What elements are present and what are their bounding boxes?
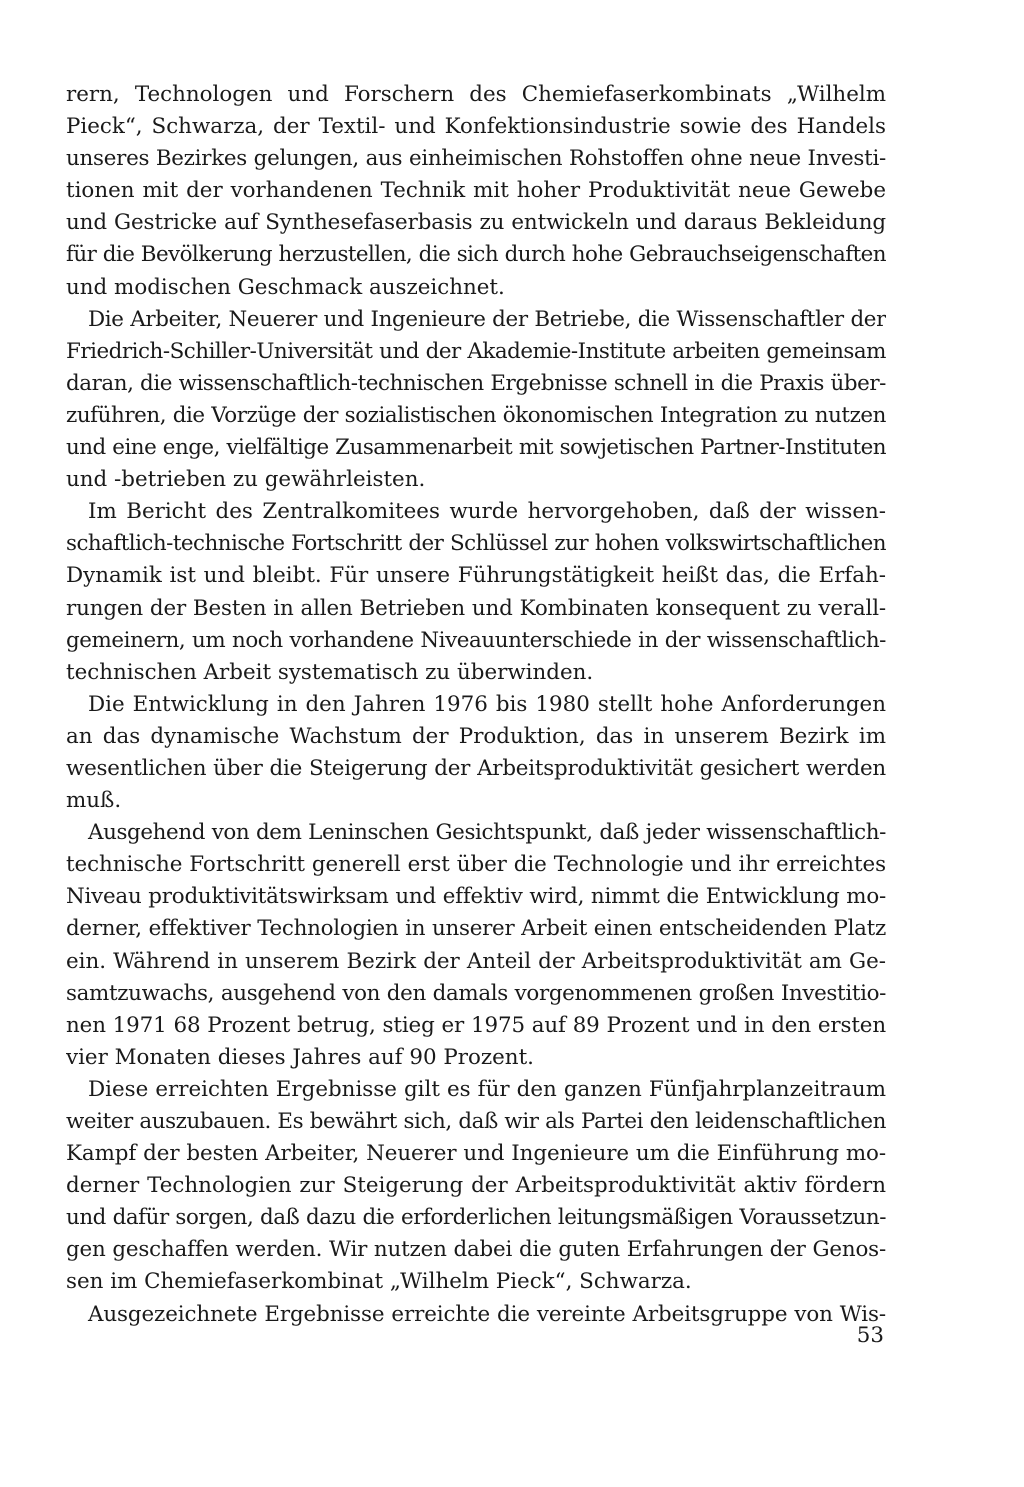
text-line: derner Technologien zur Steigerung der Arbeitsproduktivität aktiv fördern bbox=[66, 1173, 886, 1199]
text-line: und dafür sorgen, daß dazu die erforderlichen leitungsmäßigen Voraussetzun- bbox=[66, 1205, 886, 1231]
body-text bbox=[66, 79, 886, 1331]
paragraph bbox=[66, 79, 886, 304]
text-line: und modischen Geschmack auszeichnet. bbox=[66, 274, 505, 300]
text-line: gen geschaffen werden. Wir nutzen dabei die guten Erfahrungen der Genos- bbox=[66, 1237, 886, 1263]
text-line: Niveau produktivitätswirksam und effektiv wird, nimmt die Entwicklung mo- bbox=[66, 884, 886, 910]
text-line: daran, die wissenschaftlich-technischen Ergebnisse schnell in die Praxis über- bbox=[66, 370, 886, 396]
text-line: und eine enge, vielfältige Zusammenarbeit mit sowjetischen Partner-Instituten bbox=[66, 435, 886, 461]
paragraph bbox=[66, 1074, 886, 1299]
text-line: wesentlichen über die Steigerung der Arbeitsproduktivität gesichert werden bbox=[66, 755, 886, 781]
text-line: Kampf der besten Arbeiter, Neuerer und Ingenieure um die Einführung mo- bbox=[66, 1141, 886, 1167]
paragraph bbox=[66, 304, 886, 497]
paragraph bbox=[66, 496, 886, 689]
page-number: 53 bbox=[856, 1323, 884, 1348]
text-line: Ausgehend von dem Leninschen Gesichtspunkt, daß jeder wissenschaftlich- bbox=[88, 820, 886, 846]
text-line: nen 1971 68 Prozent betrug, stieg er 1975 auf 89 Prozent und in den ersten bbox=[66, 1012, 886, 1038]
text-line: Dynamik ist und bleibt. Für unsere Führungstätigkeit heißt das, die Erfah- bbox=[66, 563, 886, 589]
text-line: vier Monaten dieses Jahres auf 90 Prozent. bbox=[66, 1044, 534, 1070]
text-line: für die Bevölkerung herzustellen, die sich durch hohe Gebrauchseigenschaften bbox=[66, 242, 886, 268]
paragraph bbox=[66, 689, 886, 817]
text-line: Im Bericht des Zentralkomitees wurde hervorgehoben, daß der wissen- bbox=[88, 499, 886, 525]
text-line: Die Arbeiter, Neuerer und Ingenieure der Betriebe, die Wissenschaftler der bbox=[88, 306, 886, 332]
text-line: tionen mit der vorhandenen Technik mit hoher Produktivität neue Gewebe bbox=[66, 178, 886, 204]
text-line: unseres Bezirkes gelungen, aus einheimischen Rohstoffen ohne neue Investi- bbox=[66, 146, 886, 172]
text-line: gemeinern, um noch vorhandene Niveauunterschiede in der wissenschaftlich- bbox=[66, 627, 886, 653]
paragraph bbox=[66, 817, 886, 1074]
text-line: Pieck“, Schwarza, der Textil- und Konfektionsindustrie sowie des Handels bbox=[66, 114, 886, 140]
text-line: zuführen, die Vorzüge der sozialistischen ökonomischen Integration zu nutzen bbox=[66, 402, 886, 428]
text-line: Friedrich-Schiller-Universität und der Akademie-Institute arbeiten gemeinsam bbox=[66, 338, 886, 364]
text-line: muß. bbox=[66, 788, 122, 814]
text-line: und -betrieben zu gewährleisten. bbox=[66, 467, 426, 493]
text-line: und Gestricke auf Synthesefaserbasis zu entwickeln und daraus Bekleidung bbox=[66, 210, 886, 236]
text-line: an das dynamische Wachstum der Produktion, das in unserem Bezirk im bbox=[66, 723, 886, 749]
text-line: derner, effektiver Technologien in unserer Arbeit einen entscheidenden Platz bbox=[66, 916, 886, 942]
text-line: technischen Arbeit systematisch zu überwinden. bbox=[66, 659, 594, 685]
text-line: rungen der Besten in allen Betrieben und Kombinaten konsequent zu verall- bbox=[66, 595, 886, 621]
paragraph bbox=[66, 1299, 886, 1331]
text-line: weiter auszubauen. Es bewährt sich, daß wir als Partei den leidenschaftlichen bbox=[66, 1109, 886, 1134]
text-line: ein. Während in unserem Bezirk der Anteil der Arbeitsproduktivität am Ge- bbox=[66, 948, 886, 974]
text-line: schaftlich-technische Fortschritt der Schlüssel zur hohen volkswirtschaftlichen bbox=[66, 531, 886, 557]
text-line: Diese erreichten Ergebnisse gilt es für den ganzen Fünfjahrplanzeitraum bbox=[88, 1076, 886, 1102]
text-line: samtzuwachs, ausgehend von den damals vorgenommenen großen Investitio- bbox=[66, 980, 886, 1006]
text-line: rern, Technologen und Forschern des Chemiefaserkombinats „Wilhelm bbox=[66, 82, 886, 107]
text-line: Die Entwicklung in den Jahren 1976 bis 1980 stellt hohe Anforderungen bbox=[88, 691, 886, 717]
text-line: Ausgezeichnete Ergebnisse erreichte die vereinte Arbeitsgruppe von Wis- bbox=[88, 1301, 886, 1327]
text-line: technische Fortschritt generell erst über die Technologie und ihr erreichtes bbox=[66, 852, 886, 878]
text-line: sen im Chemiefaserkombinat „Wilhelm Pieck“, Schwarza. bbox=[66, 1269, 692, 1295]
